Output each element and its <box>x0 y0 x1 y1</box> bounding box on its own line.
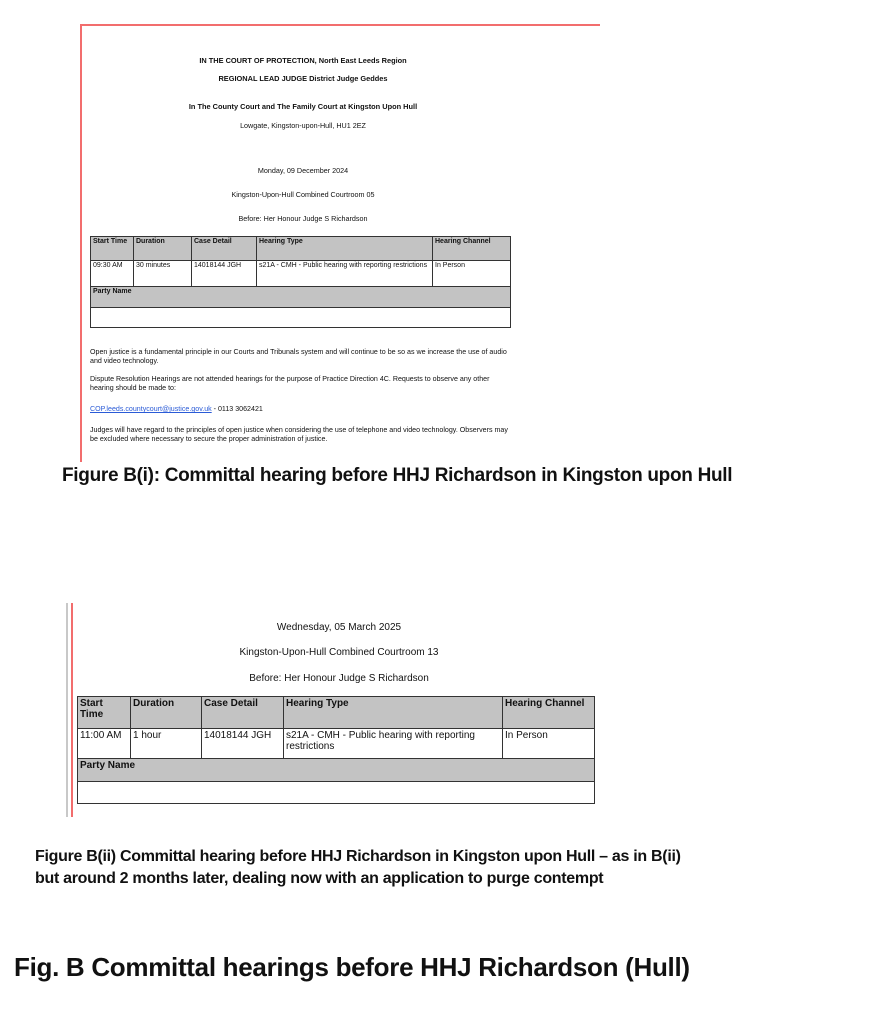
col-hearing-type: Hearing Type <box>284 697 503 729</box>
courtroom: Kingston-Upon-Hull Combined Courtroom 13 <box>239 647 439 658</box>
cell-hearing-type: s21A - CMH - Public hearing with reporting restrictions <box>284 729 503 759</box>
cell-hearing-channel: In Person <box>503 729 595 759</box>
cell-hearing-channel: In Person <box>433 261 511 287</box>
party-name-header: Party Name <box>78 759 595 782</box>
dispute-resolution-note: Dispute Resolution Hearings are not attended hearings for the purpose of Practice Direction 4C. Requests to observe any other hearing should be made to: <box>90 375 490 392</box>
col-duration: Duration <box>131 697 202 729</box>
red-border-top <box>80 24 600 26</box>
col-duration: Duration <box>134 237 192 261</box>
col-hearing-type: Hearing Type <box>257 237 433 261</box>
judge-before: Before: Her Honour Judge S Richardson <box>238 214 368 223</box>
party-name-value <box>91 308 511 328</box>
col-start-time: Start Time <box>91 237 134 261</box>
col-hearing-channel: Hearing Channel <box>433 237 511 261</box>
col-case-detail: Case Detail <box>202 697 284 729</box>
contact-email-link[interactable]: COP.leeds.countycourt@justice.gov.uk <box>90 405 212 413</box>
cell-start-time: 11:00 AM <box>78 729 131 759</box>
cell-case-detail: 14018144 JGH <box>192 261 257 287</box>
red-border-left <box>80 24 82 462</box>
cell-hearing-type: s21A - CMH - Public hearing with reporting restrictions <box>257 261 433 287</box>
contact-phone: - 0113 3062421 <box>211 405 263 413</box>
contact-line <box>90 405 510 414</box>
cell-duration: 30 minutes <box>134 261 192 287</box>
hearing-table <box>90 236 511 328</box>
cell-start-time: 09:30 AM <box>91 261 134 287</box>
judge-before: Before: Her Honour Judge S Richardson <box>249 673 429 684</box>
main-figure-caption: Fig. B Committal hearings before HHJ Richardson (Hull) <box>14 952 690 982</box>
col-hearing-channel: Hearing Channel <box>503 697 595 729</box>
figure-b1-caption: Figure B(i): Committal hearing before HHJ Richardson in Kingston upon Hull <box>62 465 733 486</box>
court-address: Lowgate, Kingston-upon-Hull, HU1 2EZ <box>240 121 366 130</box>
open-justice-note: Open justice is a fundamental principle in our Courts and Tribunals system and will continue to be so as we increase the use of audio and video technology. <box>90 348 507 365</box>
lead-judge-heading: REGIONAL LEAD JUDGE District Judge Geddes <box>218 74 388 83</box>
red-border-left <box>71 603 73 817</box>
county-court-heading: In The County Court and The Family Court at Kingston Upon Hull <box>188 102 418 111</box>
figure-b2-caption-line1: Figure B(ii) Committal hearing before HHJ Richardson in Kingston upon Hull – as in B(ii) <box>35 848 681 865</box>
hearing-date: Monday, 09 December 2024 <box>257 166 349 175</box>
table-row <box>91 261 511 287</box>
col-case-detail: Case Detail <box>192 237 257 261</box>
party-name-header: Party Name <box>91 287 511 308</box>
table-row <box>78 729 595 759</box>
party-name-value <box>78 782 595 804</box>
hearing-table <box>77 696 595 804</box>
grey-border-left <box>66 603 68 817</box>
figure-b2-caption-line2: but around 2 months later, dealing now with an application to purge contempt <box>35 870 604 887</box>
cell-duration: 1 hour <box>131 729 202 759</box>
col-start-time: Start Time <box>78 697 131 729</box>
cell-case-detail: 14018144 JGH <box>202 729 284 759</box>
court-heading: IN THE COURT OF PROTECTION, North East Leeds Region <box>199 56 407 65</box>
hearing-date: Wednesday, 05 March 2025 <box>276 622 402 633</box>
judges-regard-note: Judges will have regard to the principles of open justice when considering the use of telephone and video technology. Observers may be excluded where necessary to secure the proper administration of justice. <box>90 426 508 443</box>
courtroom: Kingston-Upon-Hull Combined Courtroom 05 <box>231 190 375 199</box>
